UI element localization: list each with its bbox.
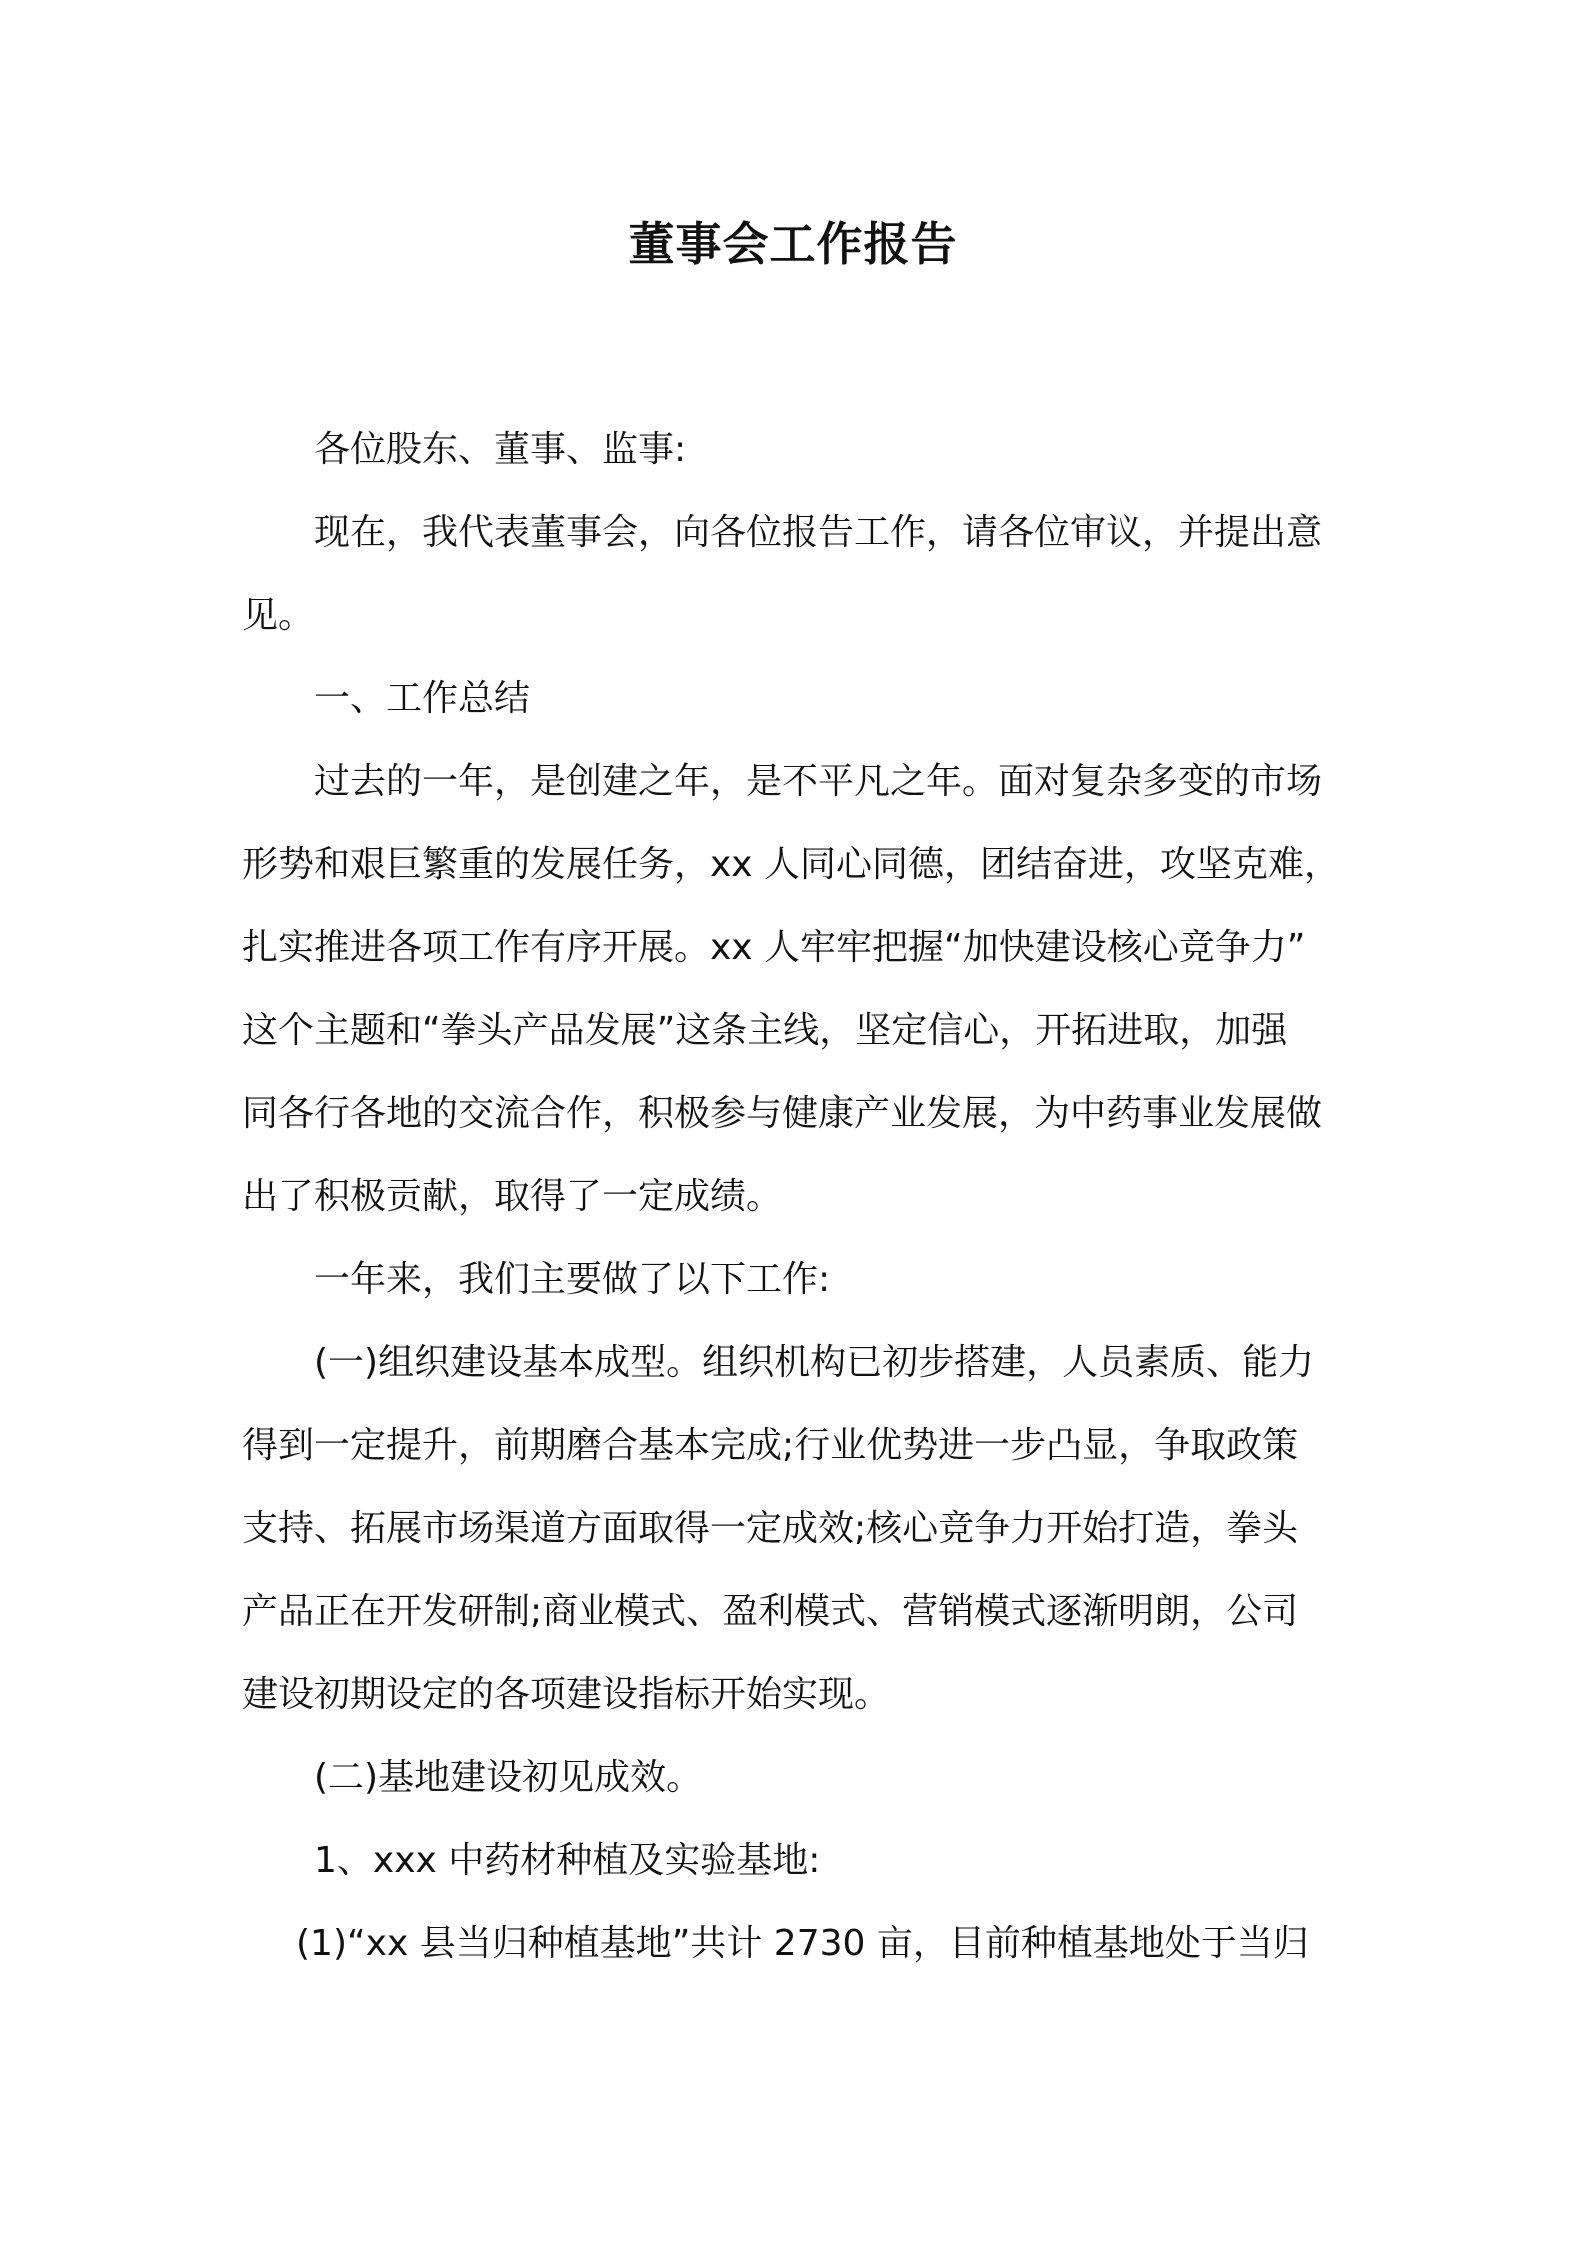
intro-paragraph [242,491,1350,657]
document-body [242,408,1350,1985]
document-title: 董事会工作报告 [628,217,958,271]
salutation: 各位股东、董事、监事: [314,429,687,470]
text-line: 出了积极贡献，取得了一定成绩。 [242,1176,783,1217]
list-item: 1、xxx 中药材种植及实验基地: [314,1840,821,1881]
text-line: 形势和艰巨繁重的发展任务，xx 人同心同德，团结奋进，攻坚克难， [242,844,1341,885]
work-intro: 一年来，我们主要做了以下工作: [314,1259,831,1300]
intro-line: 见。 [242,595,315,636]
text-line: 这个主题和“拳头产品发展”这条主线，坚定信心，开拓进取，加强 [242,1010,1288,1051]
text-line: 同各行各地的交流合作，积极参与健康产业发展，为中药事业发展做 [242,1093,1323,1134]
text-line: 过去的一年，是创建之年，是不平凡之年。面对复杂多变的市场 [314,761,1323,802]
intro-line: 现在，我代表董事会，向各位报告工作，请各位审议，并提出意 [314,512,1323,553]
section-heading: 一、工作总结 [314,678,531,719]
text-line: 得到一定提升，前期磨合基本完成;行业优势进一步凸显，争取政策 [242,1425,1299,1466]
text-line: 扎实推进各项工作有序开展。xx 人牢牢把握“加快建设核心竞争力” [242,927,1306,968]
text-line: (一)组织建设基本成型。组织机构已初步搭建，人员素质、能力 [314,1342,1315,1383]
summary-paragraph [242,740,1350,1238]
text-line: 产品正在开发研制;商业模式、盈利模式、营销模式逐渐明朗，公司 [242,1591,1299,1632]
text-line: 建设初期设定的各项建设指标开始实现。 [242,1674,891,1715]
organization-paragraph [242,1321,1350,1736]
base-construction-heading: (二)基地建设初见成效。 [314,1757,703,1798]
list-item: (1)“xx 县当归种植基地”共计 2730 亩，目前种植基地处于当归 [296,1923,1309,1964]
text-line: 支持、拓展市场渠道方面取得一定成效;核心竞争力开始打造，拳头 [242,1508,1299,1549]
